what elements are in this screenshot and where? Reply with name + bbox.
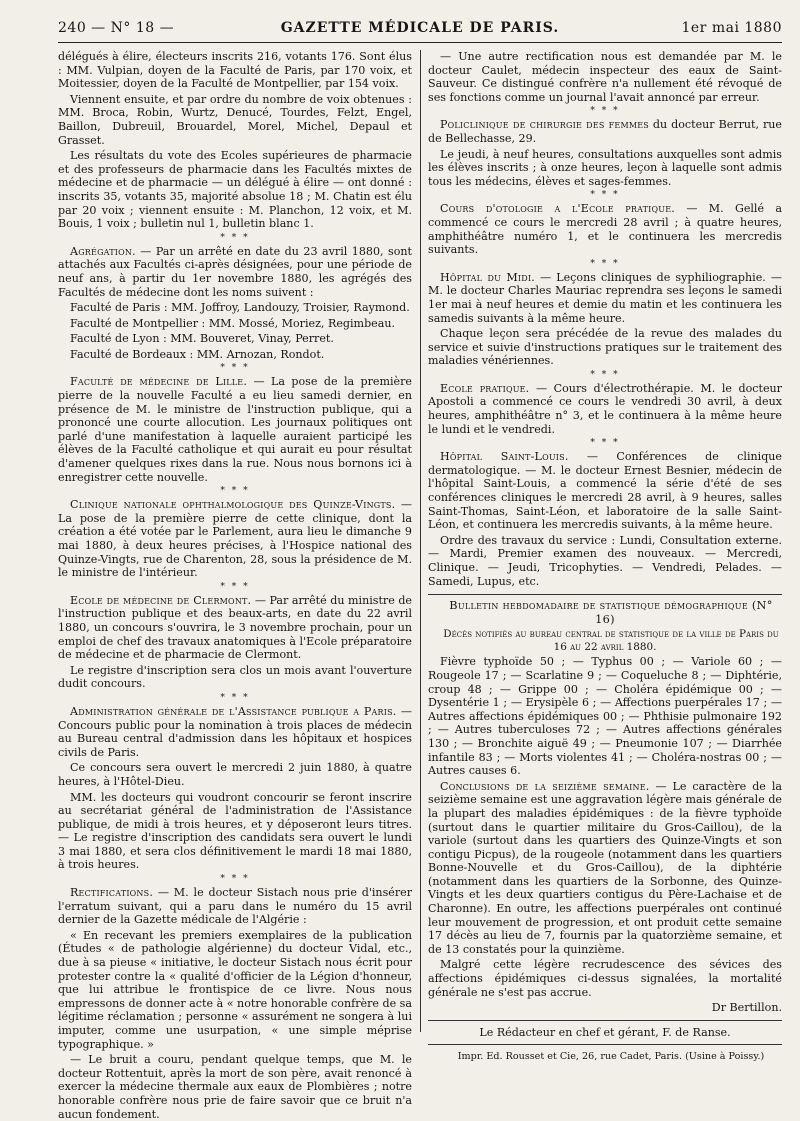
- article-paragraph: [58, 791, 412, 873]
- header-rule: [58, 42, 782, 43]
- article-text: Faculté de Bordeaux : MM. Arnozan, Rondot.: [70, 347, 325, 361]
- left-column: [58, 50, 413, 1121]
- article-text: Le jeudi, à neuf heures, consultations auxquelles sont admis les élèves inscrits ; à onze heures, leçon à laquelle sont admis tous les médecins, élèves et sages-femmes.: [428, 147, 782, 188]
- article-heading: Policlinique de chirurgie des femmes: [440, 118, 649, 132]
- column-divider: [420, 50, 421, 1032]
- article-heading: Ecole pratique.: [440, 381, 530, 395]
- article-text: Le Rédacteur en chef et gérant, F. de Ranse.: [479, 1025, 731, 1039]
- article-text: — Concours public pour la nomination à trois places de médecin au Bureau central d'admission dans les hôpitaux et hospices civils de Paris.: [58, 704, 412, 759]
- issue-date: 1er mai 1880: [681, 20, 782, 36]
- article-text: — Conférences de clinique dermatologique. — M. le docteur Ernest Besnier, médecin de l'hôpital Saint-Louis, a commencé la série d'été de ses conférences cliniques le mercredi 28 avril, à 9 heures, salles Saint-Thomas, Saint-Léon, et laboratoire de la salle Saint-Léon, et continuera les mercredis suivants, à la même heure.: [428, 450, 783, 532]
- horizontal-rule: [428, 1044, 782, 1045]
- section-separator: * * *: [220, 581, 250, 592]
- article-paragraph: [58, 664, 412, 691]
- article-text: Le registre d'inscription sera clos un mois avant l'ouverture dudit concours.: [58, 663, 412, 691]
- section-separator: * * *: [220, 486, 250, 497]
- section-separator: * * *: [590, 369, 620, 380]
- article-text: — Leçons cliniques de syphiliographie. — M. le docteur Charles Mauriac reprendra ses leçons le samedi 1er mai à neuf heures et demie du matin et les continuera les samedis suivants à la même heure.: [428, 270, 783, 325]
- article-paragraph: [58, 498, 412, 580]
- article-paragraph: [428, 1001, 782, 1015]
- article-text: Ce concours sera ouvert le mercredi 2 juin 1880, à quatre heures, à l'Hôtel-Dieu.: [58, 761, 412, 788]
- article-text: — Par un arrêté en date du 23 avril 1880, sont attachés aux Facultés ci-après désignées, pour une période de neuf ans, à partir du 1er novembre 1880, les agrégés des Facultés de médecine dont les noms suivent :: [58, 244, 412, 299]
- horizontal-rule: [428, 594, 782, 595]
- article-text: Ordre des travaux du service : Lundi, Consultation externe. — Mardi, Premier examen des nouveaux. — Mercredi, Clinique. — Jeudi, Tricophyties. — Vendredi, Pelades. — Samedi, Lupus, etc.: [428, 533, 782, 588]
- section-separator: * * *: [220, 232, 250, 243]
- article-heading: Agrégation.: [70, 244, 136, 258]
- article-text: — Le bruit a couru, pendant quelque temps, que M. le docteur Rottentuit, après la mort de son père, avait renoncé à exercer la médecine thermale aux eaux de Plombières ; notre honorable confrère nous prie de faire savoir que ce bruit n'a aucun fondement.: [58, 1053, 412, 1121]
- imprint-line: Impr. Ed. Rousset et Cie, 26, rue Cadet, Paris. (Usine à Poissy.): [457, 1051, 765, 1063]
- article-paragraph: [428, 148, 782, 189]
- article-text: Chaque leçon sera précédée de la revue des malades du service et suivie d'instructions pratiques sur le traitement des maladies vénériennes.: [428, 327, 782, 368]
- article-heading: Hôpital du Midi.: [440, 270, 535, 284]
- article-heading: Cours d'otologie a l'Ecole pratique.: [440, 202, 675, 216]
- article-text: — La pose de la première pierre de cette clinique, dont la création a été votée par le Parlement, aura lieu le dimanche 9 mai 1880, à deux heures précises, à l'Hospice national des Quinze-Vingts, rue de Charenton, 28, sous la présidence de M. le ministre de l'intérieur.: [58, 498, 413, 580]
- article-heading: Administration générale de l'Assistance publique a Paris.: [70, 704, 397, 718]
- article-paragraph: [428, 534, 782, 588]
- section-separator: * * *: [220, 874, 250, 885]
- article-text: — M. Gellé a commencé ce cours le mercredi 28 avril ; à quatre heures, amphithéâtre numéro 1, et le continuera les mercredis suivants.: [428, 202, 782, 257]
- article-text: MM. les docteurs qui voudront concourir se feront inscrire au secrétariat général de l'administration de l'Assistance publique, de midi à trois heures, et y déposeront leurs titres. — Le registre d'inscription des candidats sera ouvert le lundi 3 mai 1880, et sera clos définitivement le mardi 18 mai 1880, à trois heures.: [58, 790, 412, 872]
- article-text: — Le caractère de la seizième semaine est une aggravation légère mais générale de la plupart des maladies épidémiques : de la fièvre typhoïde (surtout dans le quartier militaire du Gros-Caillou), de la variole (surtout dans les quartiers des Quinze-Vingts et son contigu Picpus), de la rougeole (notamment dans les quartiers Bonne-Nouvelle et du Gros-Caillou), de la diphtérie (notamment dans les quartiers de la Sorbonne, des Quinze-Vingts et les deux quartiers contigus du Père-Lachaise et de Charonne). En outre, les affections puerpérales ont continué leur mouvement de progression, et ont produit cette semaine 17 décès au lieu de 7, fournis par la quatorzième semaine, et de 13 constatés pour la quinzième.: [428, 779, 782, 956]
- article-heading: Rectifications.: [70, 886, 154, 900]
- article-paragraph: [58, 594, 412, 662]
- article-paragraph: [58, 348, 412, 362]
- article-text: Fièvre typhoïde 50 ; — Typhus 00 ; — Variole 60 ; — Rougeole 17 ; — Scarlatine 9 ; — Coqueluche 8 ; — Diphtérie, croup 48 ; — Grippe 00 ; — Choléra épidémique 00 ; — Dysentérie 1 ; — Erysipèle 6 ; — Affections puerpérales 17 ; — Autres affections épidémiques 00 ; — Phthisie pulmonaire 192 ; — Autres tuberculoses 72 ; — Autres affections générales 130 ; — Bronchite aiguë 49 ; — Pneumonie 107 ; — Diarrhée infantile 83 ; — Morts violentes 41 ; — Choléra-nostras 00 ; — Autres causes 6.: [428, 655, 782, 778]
- article-paragraph: [428, 780, 782, 957]
- article-text: — La pose de la première pierre de la nouvelle Faculté a eu lieu samedi dernier, en présence de M. le ministre de l'instruction publique, qui a prononcé une courte allocution. Les journaux politiques ont parlé d'une manifestation à laquelle auraient participé les élèves de la Faculté catholique et qui aurait eu pour résultat d'amener quelques rixes dans la rue. Nous nous bornons ici à enregistrer cette nouvelle.: [58, 375, 412, 484]
- article-paragraph: [428, 118, 782, 145]
- article-paragraph: [58, 317, 412, 331]
- article-paragraph: [428, 327, 782, 368]
- section-separator: * * *: [220, 363, 250, 374]
- article-paragraph: [58, 1053, 412, 1121]
- article-paragraph: [428, 450, 782, 532]
- article-text: — Une autre rectification nous est demandée par M. le docteur Caulet, médecin inspecteur des eaux de Saint-Sauveur. Ce distingué confrère n'a nullement été révoqué de ses fonctions comme un journal l'avait annoncé par erreur.: [428, 50, 782, 104]
- article-paragraph: [428, 382, 782, 436]
- right-column: [428, 50, 783, 1063]
- newspaper-title: GAZETTE MÉDICALE DE PARIS.: [280, 20, 560, 36]
- horizontal-rule: [428, 1020, 782, 1021]
- article-paragraph: [58, 761, 412, 788]
- article-paragraph: [58, 929, 412, 1051]
- article-text: « En recevant les premiers exemplaires de la publication (Études « de pathologie algérienne) du docteur Vidal, etc., due à sa pieuse « initiative, le docteur Sistach nous écrit pour protester contre la « qualité d'officier de la Légion d'honneur, que lui attribue le frontispice de ce livre. Nous nous empressons de donner acte à « notre honorable confrère de sa légitime réclamation ; personne « assurément ne songera à lui imputer, comme une usurpation, « une simple méprise typographique. »: [58, 928, 412, 1051]
- article-paragraph: [58, 93, 412, 147]
- article-paragraph: [428, 1026, 782, 1040]
- section-separator: * * *: [590, 438, 620, 449]
- article-heading: Ecole de médecine de Clermont.: [70, 593, 252, 607]
- article-paragraph: [58, 332, 412, 346]
- article-text: — M. le docteur Sistach nous prie d'insérer l'erratum suivant, qui a paru dans le numéro du 15 avril dernier de la Gazette médicale de l'Algérie :: [58, 886, 412, 927]
- article-text: Viennent ensuite, et par ordre du nombre de voix obtenues : MM. Broca, Robin, Wurtz, Denucé, Tourdes, Felzt, Engel, Baillon, Dubreuil, Brouardel, Morel, Michel, Depaul et Grasset.: [58, 92, 412, 147]
- article-paragraph: [428, 271, 782, 325]
- article-text: Dr Bertillon.: [711, 1001, 782, 1015]
- page-number: 240 — N° 18 —: [58, 20, 175, 36]
- article-text: délégués à élire, électeurs inscrits 216, votants 176. Sont élus : MM. Vulpian, doyen de la Faculté de Paris, par 170 voix, et Moitessier, doyen de la Faculté de Montpellier, par 154 voix.: [58, 50, 412, 91]
- article-text: Faculté de Montpellier : MM. Mossé, Moriez, Regimbeau.: [70, 316, 396, 330]
- section-separator: * * *: [220, 692, 250, 703]
- article-paragraph: [58, 149, 412, 231]
- bulletin-heading: Bulletin hebdomadaire de statistique démographique (N° 16): [449, 599, 773, 626]
- article-paragraph: [58, 886, 412, 927]
- article-paragraph: [428, 958, 782, 999]
- bulletin-subheading: Décès notifiés au bureau central de statistique de la ville de Paris du 16 au 22 avril 1880.: [443, 628, 779, 653]
- article-text: du docteur Berrut, rue de Bellechasse, 29.: [428, 118, 782, 145]
- article-text: — Cours d'électrothérapie. M. le docteur Apostoli a commencé ce cours le vendredi 30 avril, à deux heures, amphithéâtre n° 3, et le continuera à la même heure le lundi et le vendredi.: [428, 381, 782, 436]
- article-heading: Faculté de médecine de Lille.: [70, 375, 248, 389]
- article-text: Malgré cette légère recrudescence des sévices des affections épidémiques ci-dessus signalées, la mortalité générale ne s'est pas accrue.: [428, 958, 782, 999]
- article-paragraph: [58, 301, 412, 315]
- article-text: Les résultats du vote des Ecoles supérieures de pharmacie et des professeurs de pharmacie dans les Facultés mixtes de médecine et de pharmacie — un délégué à élire — ont donné : inscrits 35, votants 35, majorité absolue 18 ; M. Chatin est élu par 20 voix ; viennent ensuite : M. Planchon, 12 voix, et M. Bouis, 1 voix ; bulletin nul 1, bulletin blanc 1.: [58, 149, 412, 231]
- article-paragraph: [428, 655, 782, 777]
- article-heading: Clinique nationale ophthalmologique des Quinze-Vingts.: [70, 498, 396, 512]
- article-paragraph: [58, 375, 412, 484]
- article-text: — Par arrêté du ministre de l'instruction publique et des beaux-arts, en date du 22 avril 1880, un concours s'ouvrira, le 3 novembre prochain, pour un emploi de chef des travaux anatomiques à l'Ecole préparatoire de médecine et de pharmacie de Clermont.: [58, 593, 412, 662]
- section-separator: * * *: [590, 106, 620, 117]
- article-paragraph: [58, 50, 412, 91]
- page-header: [58, 18, 782, 40]
- article-heading: Hôpital Saint-Louis.: [440, 450, 569, 464]
- article-paragraph: [428, 50, 782, 104]
- article-text: Faculté de Lyon : MM. Bouveret, Vinay, Perret.: [70, 332, 334, 346]
- article-paragraph: [58, 245, 412, 299]
- section-separator: * * *: [590, 190, 620, 201]
- article-paragraph: [58, 705, 412, 759]
- article-paragraph: [428, 202, 782, 256]
- article-heading: Conclusions de la seizième semaine.: [440, 779, 650, 793]
- article-text: Faculté de Paris : MM. Joffroy, Landouzy, Troisier, Raymond.: [70, 301, 410, 315]
- section-separator: * * *: [590, 258, 620, 269]
